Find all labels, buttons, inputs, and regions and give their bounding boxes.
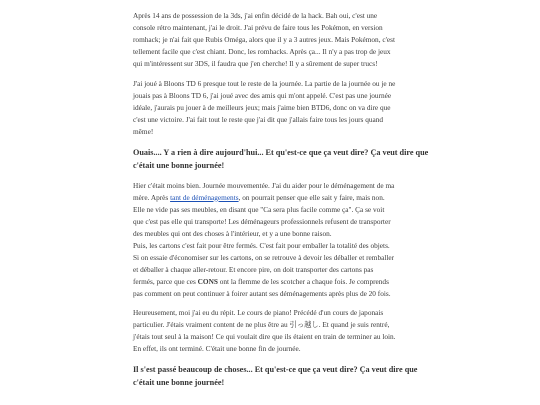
text-line: même! [133, 126, 154, 136]
text-line: qui m'intéressent sur 3DS, il faudra que j'en cherche! Il y a sûrement de super trucs! [133, 59, 378, 68]
paragraph-bloons [133, 78, 411, 138]
text-line: que c'est pas elle qui transporte! Les déménageurs professionnels refusent de transporter [133, 216, 391, 226]
heading-line: Il s'est passé beaucoup de choses... Et qu'est-ce que ça veut dire? Ça veut dire que [133, 365, 418, 374]
heading-line: c'était une bonne journée! [133, 378, 225, 387]
text-line: c'est une victoire. J'ai fait tout le reste que j'ai dit que j'allais faire tous les jours quand [133, 114, 384, 124]
text-line: J'ai joué à Bloons TD 6 presque tout le reste de la journée. La partie de la journée ou je ne [133, 78, 396, 88]
section-heading-yesterday [133, 363, 418, 389]
text-line: idéale, j'aurais pu jouer à de meilleurs jeux; mais j'aime bien BTD6, donc on va dire que [133, 102, 391, 112]
text-line: Elle ne vide pas ses meubles, en disant que "Ca sera plus facile comme ça". Ça se voit [133, 204, 385, 214]
text-line: jouais pas à Bloons TD 6, j'ai joué avec des amis qui m'ont appelé. C'est pas une journée [133, 90, 392, 100]
paragraph-moving [133, 180, 411, 300]
text-line-with-link [133, 192, 411, 204]
heading-line: c'était une bonne journée! [133, 160, 225, 170]
text-line: Hier c'était moins bien. Journée mouvementée. J'ai du aider pour le déménagement de ma [133, 180, 395, 190]
article-body [133, 10, 429, 397]
text-line: Puis, les cartons c'est fait pour être fermés. C'est fait pour emballer la totalité des objets. [133, 240, 390, 250]
text-line: j'étais tout seul à la maison! Ce qui voulait dire que ils étaient en train de terminer au loin. [133, 332, 396, 341]
text-line: Heureusement, moi j'ai eu du répit. Le cours de piano! Précédé d'un cours de japonais [133, 308, 384, 317]
heading-line: Ouais.... Y a rien à dire aujourd'hui... Et qu'est-ce que ça veut dire? Ça veut dire que [133, 147, 429, 157]
moving-posts-link[interactable]: tant de déménagements [170, 192, 239, 202]
text-line: pas comment on peut continuer à foirer autant ses déménagements après plus de 20 fois. [133, 288, 391, 298]
section-heading-today [133, 146, 429, 172]
text-line: romhack; je n'ai fait que Rubis Oméga, alors que il y a 3 autres jeux. Mais Pokémon, c'est [133, 35, 396, 44]
text-fragment: ont la flemme de les scotcher a chaque fois. Je comprends [217, 276, 389, 286]
text-line: En effet, ils ont terminé. C'était une bonne fin de journée. [133, 344, 301, 353]
text-line: Si on essaie d'économiser sur les cartons, on se retrouve à devoir les déballer et remballer [133, 252, 395, 262]
bold-word: CONS [197, 276, 218, 286]
text-line-with-bold [133, 276, 411, 288]
paragraph-piano [133, 307, 411, 355]
text-fragment: mère. Après [133, 192, 171, 202]
text-line: Après 14 ans de possession de la 3ds, j'ai enfin décidé de la hack. Bah oui, c'est une [133, 11, 378, 20]
text-line: tellement facile que c'est chiant. Donc, les romhacks. Après ça... Il n'y a pas trop de jeux [133, 47, 391, 56]
text-fragment: fermés, parce que ces [133, 276, 198, 286]
text-line: console rétro maintenant, j'ai le droit. J'ai prévu de faire tous les Pokémon, en version [133, 23, 383, 32]
paragraph-3ds-hack [133, 10, 411, 70]
text-line: et déballer à chaque aller-retour. Et encore pire, on doit transporter des cartons pas [133, 264, 374, 274]
text-line: particulier. J'étais vraiment content de ne plus être au 引っ越し. Et quand je suis rentré, [133, 320, 390, 329]
text-fragment: , on pourrait penser que elle sait y faire, mais non. [238, 192, 385, 202]
text-line: des meubles qui ont des choses à l'intérieur, et y a une bonne raison. [133, 228, 332, 238]
